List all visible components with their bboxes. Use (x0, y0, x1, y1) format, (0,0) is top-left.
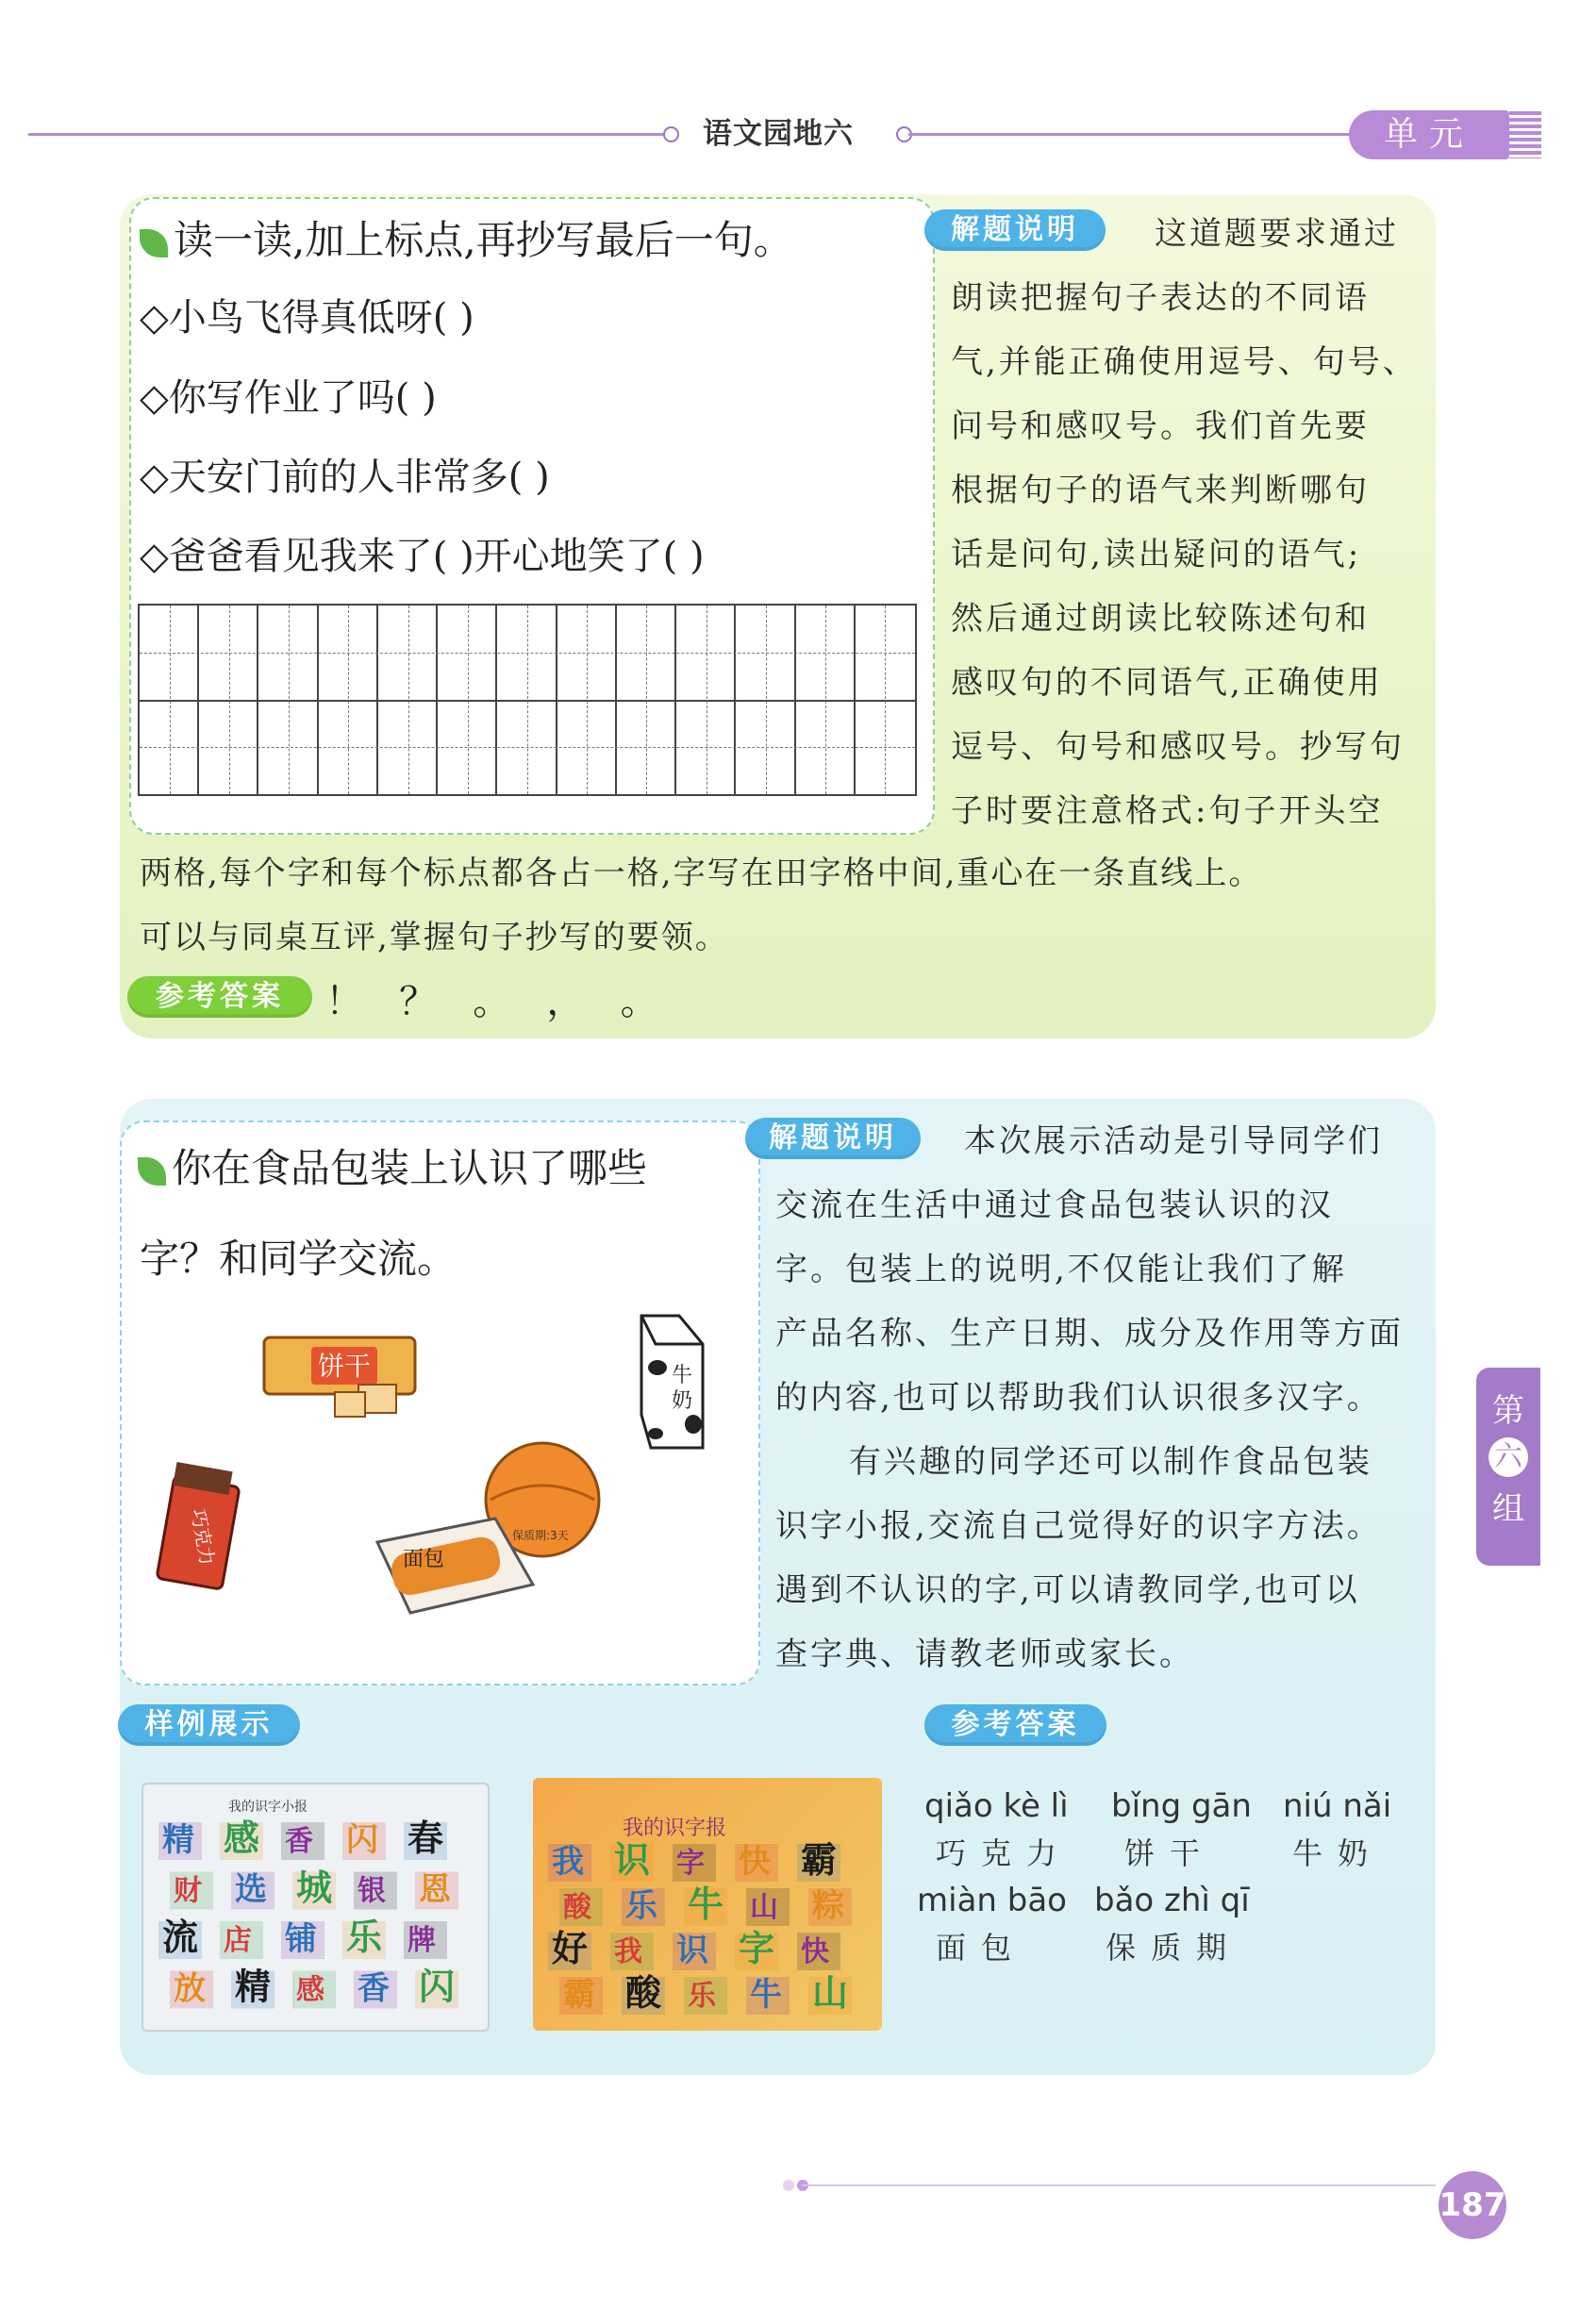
collage-char: 我 (614, 1935, 642, 1968)
biscuit-label: 饼干 (317, 1351, 372, 1382)
explain2-line-2: 交流在生活中通过食品包装认识的汉 (775, 1187, 1334, 1224)
bread-icon (377, 1443, 599, 1613)
bread-label: 面包 (403, 1548, 445, 1571)
collage-char: 流 (162, 1917, 199, 1958)
collage-char: 粽 (812, 1887, 844, 1925)
grid-dash-vertical (408, 606, 409, 794)
biscuit-icon (264, 1337, 415, 1417)
explain-line-7: 然后通过朗读比较陈述句和 (951, 600, 1370, 638)
collage-char: 铺 (285, 1920, 317, 1958)
question-title-line-1: 你在食品包装上认识了哪些 (138, 1137, 647, 1194)
collage-char: 字 (739, 1928, 775, 1969)
sample2-title: 我的识字报 (623, 1817, 727, 1840)
explain2-line-8: 遇到不认识的字,可以请教同学,也可以 (775, 1571, 1360, 1609)
side-tab-number: 六 (1489, 1437, 1528, 1477)
explain2-line-9: 查字典、请教老师或家长。 (775, 1635, 1194, 1673)
explain2-line-1: 本次展示活动是引导同学们 (964, 1122, 1383, 1160)
sentence-1: ◇小鸟飞得真低呀( ) (140, 296, 474, 340)
answer-pinyin-3: niú nǎi (1283, 1787, 1392, 1825)
collage-char: 精 (162, 1821, 194, 1859)
collage-char: 识 (676, 1932, 708, 1969)
grid-dash-vertical (825, 606, 826, 794)
answer-hanzi-5: 保质期 (1106, 1930, 1242, 1966)
collage-char: 我 (552, 1843, 584, 1881)
milk-label-1: 牛 (671, 1364, 693, 1387)
page-title: 语文园地六 (703, 117, 854, 151)
milk-label-2: 奶 (671, 1389, 693, 1413)
grid-dash-vertical (348, 606, 349, 794)
collage-char: 银 (358, 1874, 386, 1908)
explain-line-4: 问号和感叹号。我们首先要 (951, 407, 1370, 445)
sentence-3: ◇天安门前的人非常多( ) (140, 456, 550, 499)
collage-char: 乐 (346, 1917, 383, 1958)
answer-pinyin-5: bǎo zhì qī (1094, 1882, 1250, 1919)
grid-dash-vertical (229, 606, 230, 794)
explain2-line-7: 识字小报,交流自己觉得好的识字方法。 (775, 1507, 1382, 1545)
grid-dash-vertical (527, 606, 528, 794)
explain2-line-6: 有兴趣的同学还可以制作食品包装 (849, 1443, 1372, 1481)
explain-line-5: 根据句子的语气来判断哪句 (951, 472, 1370, 509)
explain-line-10: 子时要注意格式:句子开头空 (951, 792, 1384, 830)
collage-char: 山 (750, 1891, 778, 1924)
collage-char: 闪 (346, 1821, 378, 1859)
answer-hanzi-3: 牛奶 (1292, 1835, 1384, 1871)
explain-line-3: 气,并能正确使用逗号、句号、 (951, 343, 1418, 381)
collage-char: 放 (174, 1969, 206, 2008)
side-tab-bottom: 组 (1492, 1490, 1524, 1528)
collage-char: 精 (235, 1966, 272, 2008)
header-dot-left (663, 126, 679, 142)
collage-char: 山 (812, 1972, 849, 2014)
question-title-line-2: 字？和同学交流。 (140, 1236, 457, 1282)
sample1-title: 我的识字小报 (228, 1800, 308, 1815)
collage-char: 牛 (688, 1884, 724, 1925)
answer-pinyin-2: bǐng gān (1111, 1787, 1252, 1825)
explain-line-1: 这道题要求通过 (1155, 215, 1399, 253)
explain-line-11: 两格,每个字和每个标点都各占一格,字写在田字格中间,重心在一条直线上。 (140, 855, 1263, 892)
header-rule-right (908, 133, 1352, 136)
collage-char: 酸 (563, 1891, 591, 1924)
collage-char: 好 (552, 1928, 589, 1969)
collage-char: 感 (224, 1818, 260, 1859)
grid-dash-vertical (170, 606, 171, 794)
header-rule-left (28, 133, 670, 136)
collage-char: 闪 (419, 1966, 456, 2008)
collage-char: 乐 (688, 1980, 716, 2013)
collage-char: 恩 (419, 1870, 451, 1909)
collage-char: 选 (235, 1870, 267, 1909)
collage-char: 香 (358, 1969, 390, 2008)
collage-char: 城 (296, 1867, 333, 1909)
collage-char: 店 (224, 1924, 252, 1957)
writing-grid[interactable] (138, 604, 917, 796)
collage-char: 霸 (801, 1839, 838, 1881)
answer-hanzi-2: 饼干 (1124, 1835, 1216, 1871)
page-number: 187 (1439, 2171, 1506, 2239)
food-illustrations (137, 1302, 750, 1660)
milk-carton-icon (641, 1316, 703, 1448)
collage-char: 牛 (750, 1976, 782, 2014)
collage-char: 字 (676, 1847, 705, 1880)
sample-newspaper-1-collage (143, 1784, 488, 2030)
collage-char: 乐 (625, 1887, 657, 1925)
sample-newspaper-2 (533, 1778, 882, 2031)
collage-char: 牌 (407, 1924, 436, 1957)
collage-char: 快 (739, 1843, 771, 1881)
collage-char: 霸 (563, 1976, 595, 2014)
sentence-4: ◇爸爸看见我来了( )开心地笑了( ) (140, 535, 705, 578)
collage-char: 香 (285, 1825, 313, 1858)
sentence-2: ◇你写作业了吗( ) (140, 376, 437, 420)
collage-char: 酸 (625, 1972, 662, 2014)
grid-dash-vertical (646, 606, 647, 794)
grid-dash-vertical (289, 606, 290, 794)
exercise-title: 读一读,加上标点,再抄写最后一句。 (140, 209, 793, 266)
sample-newspaper-2-collage (533, 1778, 882, 2031)
collage-char: 感 (296, 1973, 324, 2007)
answer-pinyin-1: qiǎo kè lì (924, 1787, 1069, 1825)
explain2-line-5: 的内容,也可以帮助我们认识很多汉字。 (775, 1379, 1382, 1417)
answer-hanzi-4: 面包 (936, 1930, 1027, 1966)
bread-date-label: 保质期:3天 (512, 1529, 569, 1542)
grid-dash-vertical (468, 606, 469, 794)
answer-badge-2: 参考答案 (924, 1704, 1106, 1746)
grid-dash-vertical (766, 606, 767, 794)
explain-line-9: 逗号、句号和感叹号。抄写句 (951, 728, 1405, 766)
sample-newspaper-1 (141, 1783, 490, 2032)
explain2-line-4: 产品名称、生产日期、成分及作用等方面 (775, 1315, 1404, 1353)
grid-dash-vertical (885, 606, 886, 794)
leaf-icon (138, 1157, 166, 1186)
leaf-icon (140, 229, 168, 257)
collage-char: 快 (801, 1935, 829, 1968)
explain-badge-2: 解题说明 (745, 1118, 921, 1159)
footer-rule (802, 2184, 1436, 2186)
chocolate-icon (157, 1462, 240, 1589)
explain-line-8: 感叹句的不同语气,正确使用 (951, 664, 1383, 702)
explain-line-12: 可以与同桌互评,掌握句子抄写的要领。 (140, 919, 729, 956)
side-tab-top: 第 (1492, 1392, 1524, 1430)
chocolate-label: 巧克力 (186, 1507, 219, 1568)
answer-punctuation: ！ ？ 。 ， 。 (325, 980, 658, 1023)
explain2-line-3: 字。包装上的说明,不仅能让我们了解 (775, 1251, 1347, 1288)
collage-char: 财 (174, 1874, 202, 1908)
collage-char: 春 (407, 1818, 444, 1859)
sample-badge: 样例展示 (118, 1704, 300, 1746)
explain-line-6: 话是问句,读出疑问的语气; (951, 536, 1362, 573)
unit-side-tab (1476, 1368, 1540, 1566)
unit-tab: 单元 (1349, 110, 1509, 159)
grid-dash-vertical (587, 606, 588, 794)
collage-char: 识 (614, 1839, 651, 1881)
explain-badge: 解题说明 (924, 209, 1106, 251)
answer-pinyin-4: miàn bāo (917, 1882, 1067, 1919)
answer-badge: 参考答案 (127, 976, 312, 1018)
unit-tab-stripes (1509, 111, 1541, 158)
explain-line-2: 朗读把握句子表达的不同语 (951, 279, 1370, 317)
footer-dot-light (783, 2180, 794, 2191)
answer-hanzi-1: 巧克力 (936, 1835, 1073, 1871)
